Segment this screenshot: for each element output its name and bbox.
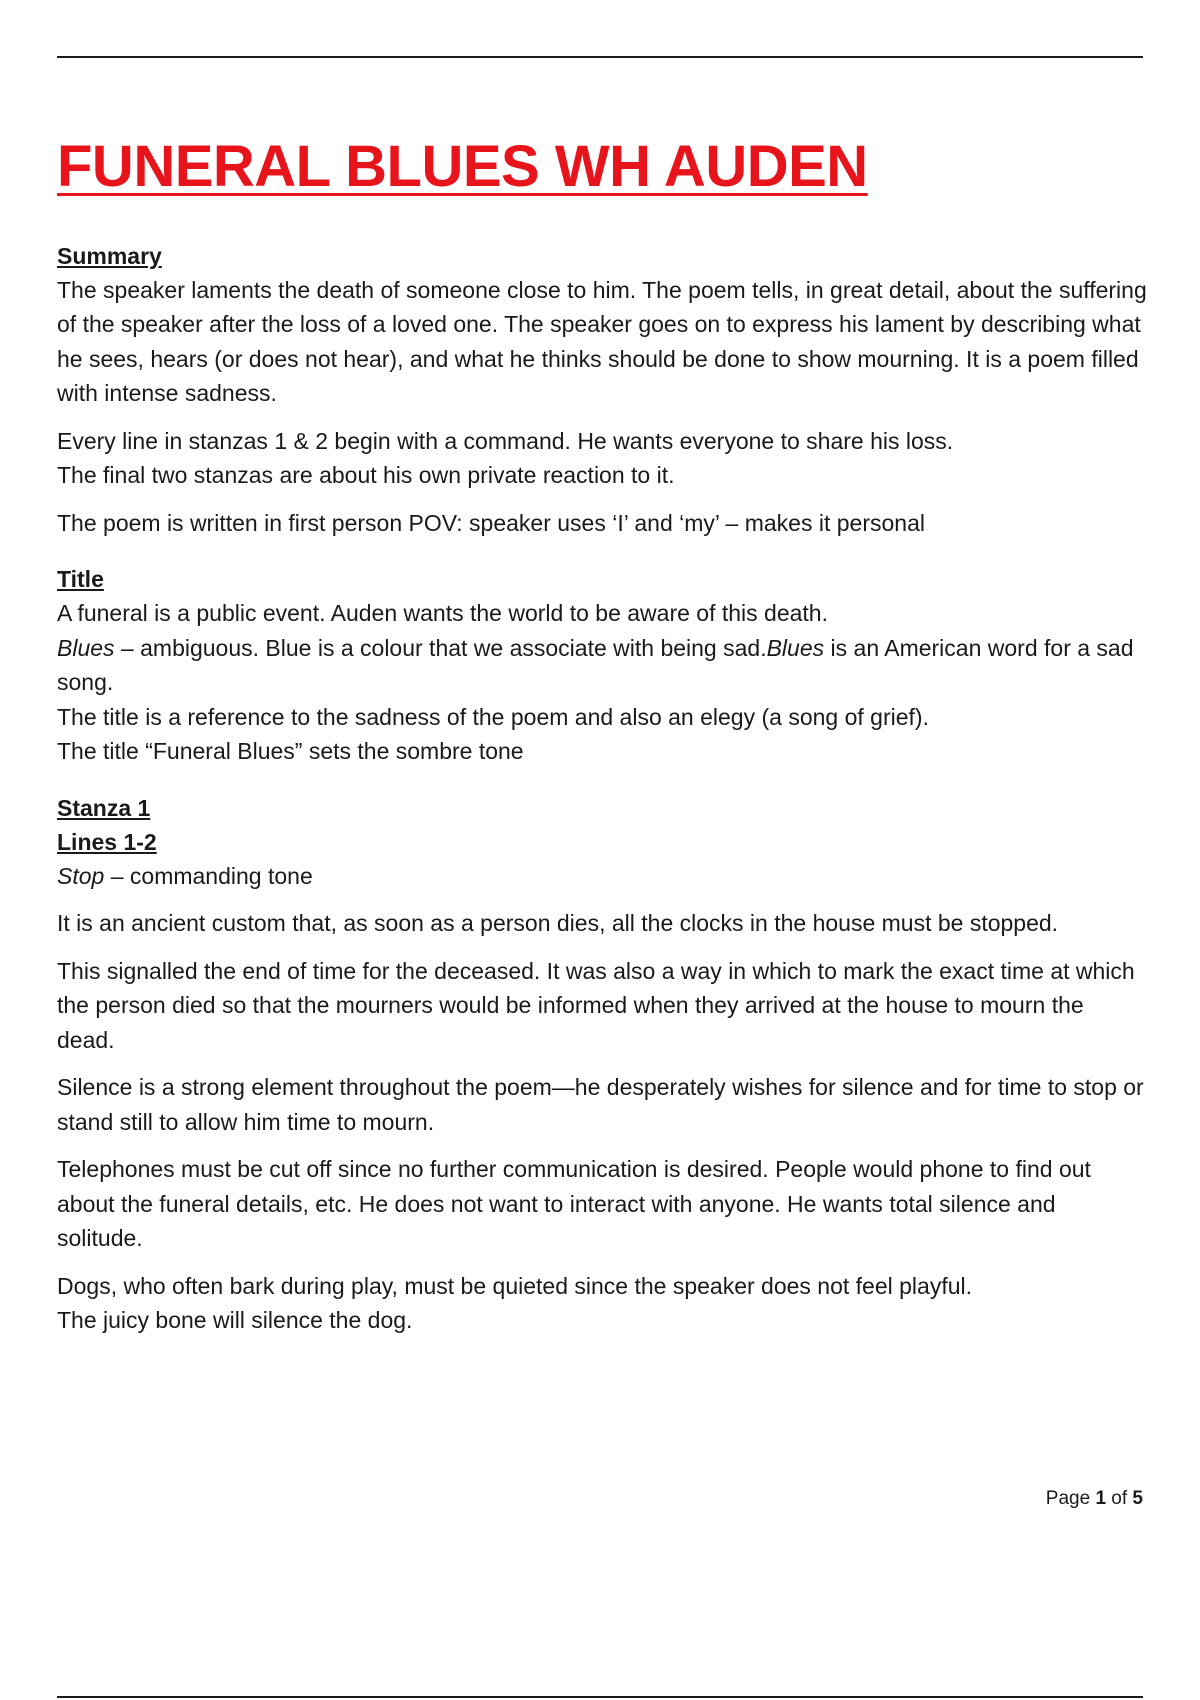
bottom-rule xyxy=(57,1696,1143,1698)
total-pages: 5 xyxy=(1132,1488,1143,1509)
current-page: 1 xyxy=(1095,1488,1107,1509)
summary-heading: Summary xyxy=(57,242,162,269)
stanza-1-paragraph-1: It is an ancient custom that, as soon as a person dies, all the clocks in the house must be stopped. xyxy=(57,910,1059,937)
spacer xyxy=(57,769,1147,791)
stop-text: – commanding tone xyxy=(104,862,313,889)
top-rule xyxy=(57,56,1143,58)
document-body xyxy=(57,134,1147,1351)
blues-text-2: is an American word for a sad song. xyxy=(57,634,1134,696)
title-line-4: The title “Funeral Blues” sets the sombre tone xyxy=(57,738,524,765)
stop-line xyxy=(57,859,1147,894)
stanza-1-paragraph-5-line-2: The juicy bone will silence the dog. xyxy=(57,1307,413,1334)
stop-italic: Stop xyxy=(57,862,105,889)
of-label: of xyxy=(1106,1488,1133,1509)
blues-text-1: – ambiguous. Blue is a colour that we associate with being sad. xyxy=(114,634,767,661)
title-heading: Title xyxy=(57,566,104,593)
stanza-1-heading: Stanza 1 xyxy=(57,794,151,821)
blues-italic-2: Blues xyxy=(766,634,825,661)
document-title: FUNERAL BLUES WH AUDEN xyxy=(57,134,868,199)
summary-paragraph-2 xyxy=(57,424,1147,493)
summary-paragraph-1: The speaker laments the death of someone close to him. The poem tells, in great detail, about the suffering of the speaker after the loss of a loved one. The speaker goes on to express his lament by describing what he sees, hears (or does not hear), and what he thinks should be done to show mourning. It is a poem filled with intense sadness. xyxy=(57,276,1147,407)
title-line-3: The title is a reference to the sadness of the poem and also an elegy (a song of grief). xyxy=(57,703,929,730)
stanza-1-paragraph-4: Telephones must be cut off since no further communication is desired. People would phone to find out about the funeral details, etc. He does not want to interact with anyone. He wants total silence and solitude. xyxy=(57,1156,1091,1252)
stanza-1-paragraph-5-line-1: Dogs, who often bark during play, must be quieted since the speaker does not feel playful. xyxy=(57,1272,973,1299)
blues-italic-1: Blues xyxy=(57,634,115,661)
stanza-1-paragraph-2: This signalled the end of time for the deceased. It was also a way in which to mark the exact time at which the person died so that the mourners would be informed when they arrived at the house to mourn the dead. xyxy=(57,957,1135,1053)
title-line-1: A funeral is a public event. Auden wants the world to be aware of this death. xyxy=(57,600,828,627)
summary-paragraph-2-line-1: Every line in stanzas 1 & 2 begin with a command. He wants everyone to share his loss. xyxy=(57,427,954,454)
summary-paragraph-2-line-2: The final two stanzas are about his own private reaction to it. xyxy=(57,462,675,489)
summary-paragraph-3: The poem is written in first person POV: speaker uses ‘I’ and ‘my’ – makes it personal xyxy=(57,509,925,536)
stanza-1-paragraph-5 xyxy=(57,1269,1147,1338)
title-line-2 xyxy=(57,631,1147,700)
stanza-1-paragraph-3: Silence is a strong element throughout the poem—he desperately wishes for silence and for time to stop or stand still to allow him time to mourn. xyxy=(57,1074,1144,1135)
spacer xyxy=(57,540,1147,562)
page-number-footer xyxy=(1046,1488,1143,1510)
lines-1-2-heading: Lines 1-2 xyxy=(57,828,157,855)
page-label: Page xyxy=(1045,1488,1096,1509)
